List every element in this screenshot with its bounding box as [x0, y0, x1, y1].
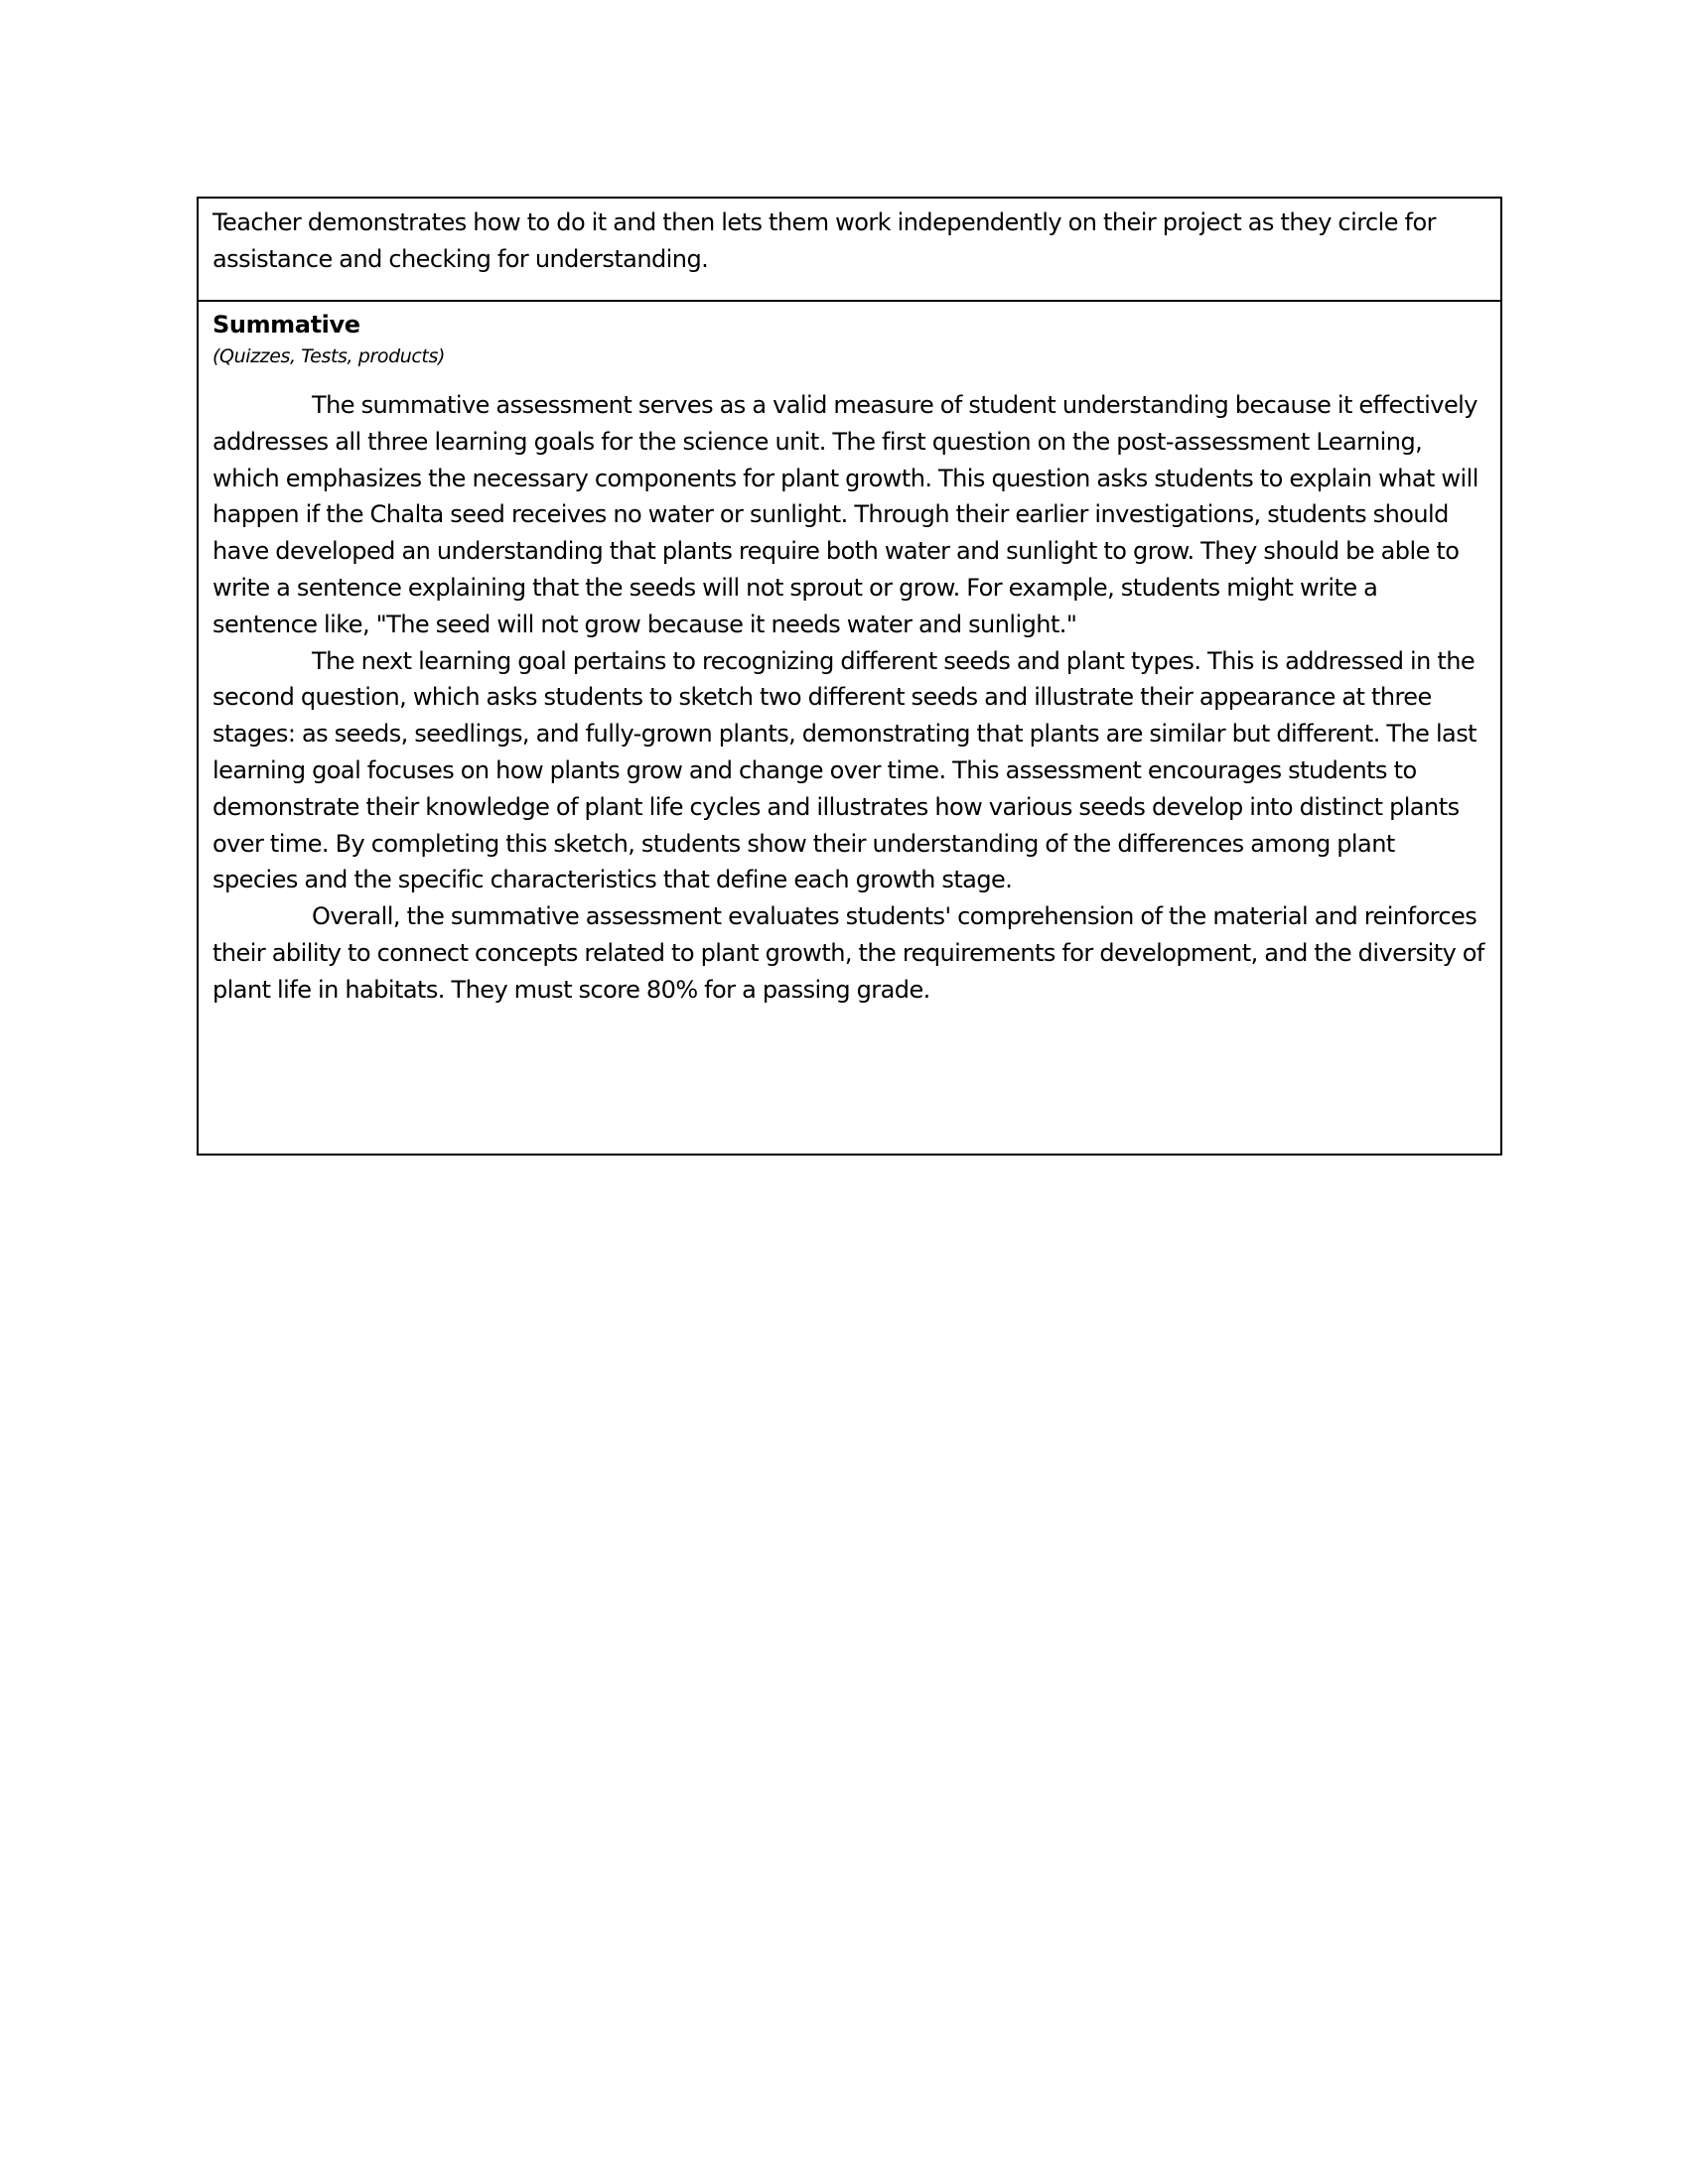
summative-paragraph-1: The summative assessment serves as a valid measure of student understanding because it effectively addresses all three learning goals for the science unit. The first question on the post-assessment Learning, which emphasizes the necessary components for plant growth. This question asks students to explain what will happen if the Chalta seed receives no water or sunlight. Through their earlier investigations, students should have developed an understanding that plants require both water and sunlight to grow. They should be able to write a sentence explaining that the seeds will not sprout or grow. For example, students might write a sentence like, "The seed will not grow because it needs water and sunlight."	[212, 391, 1478, 638]
instruction-cell	[199, 199, 1500, 302]
summative-subheading: (Quizzes, Tests, products)	[212, 345, 445, 367]
summative-paragraph-3: Overall, the summative assessment evaluates students' comprehension of the material and reinforces their ability to connect concepts related to plant growth, the requirements for development, and the diversity of plant life in habitats. They must score 80% for a passing grade.	[212, 902, 1484, 1004]
assessment-table	[197, 197, 1502, 1156]
instruction-text: Teacher demonstrates how to do it and then lets them work independently on their project as they circle for assistance and checking for understanding.	[212, 208, 1436, 273]
summative-cell	[199, 302, 1500, 1154]
summative-heading: Summative	[212, 311, 360, 339]
summative-paragraph-2: The next learning goal pertains to recognizing different seeds and plant types. This is addressed in the second question, which asks students to sketch two different seeds and illustrate their appearance at three stages: as seeds, seedlings, and fully-grown plants, demonstrating that plants are similar but different. The last learning goal focuses on how plants grow and change over time. This assessment encourages students to demonstrate their knowledge of plant life cycles and illustrates how various seeds develop into distinct plants over time. By completing this sketch, students show their understanding of the differences among plant species and the specific characteristics that define each growth stage.	[212, 646, 1477, 894]
